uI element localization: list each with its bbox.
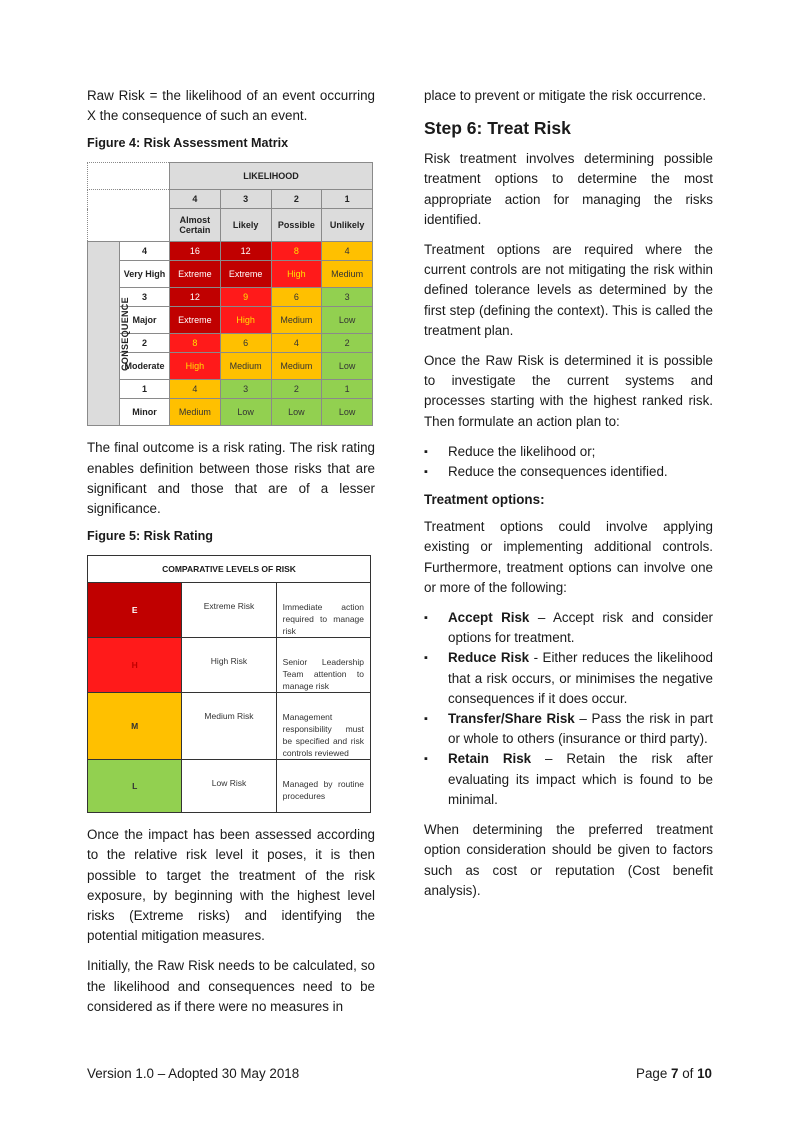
rating-letter: E: [88, 583, 182, 638]
consequence-number: 2: [120, 334, 170, 353]
matrix-rating: Low: [322, 399, 373, 426]
page-mid: of: [678, 1066, 698, 1081]
matrix-rating: Medium: [271, 353, 322, 380]
list-item: ▪ Reduce the consequences identified.: [424, 462, 713, 482]
figure-4-caption: Figure 4: Risk Assessment Matrix: [87, 136, 289, 151]
matrix-score: 2: [271, 380, 322, 399]
rating-description: Immediate action required to manage risk: [276, 583, 370, 638]
matrix-rating: Low: [220, 399, 271, 426]
option-text: – Pass the risk in part or whole to others (insurance or third party).: [448, 711, 713, 747]
matrix-score: 1: [322, 380, 373, 399]
likelihood-label: Unlikely: [322, 209, 373, 242]
footer-version: Version 1.0 – Adopted 30 May 2018: [87, 1066, 300, 1081]
consequence-label: Minor: [120, 399, 170, 426]
likelihood-header: LIKELIHOOD: [170, 163, 373, 190]
matrix-score: 12: [170, 288, 221, 307]
matrix-rating: High: [170, 353, 221, 380]
consequence-label: Major: [120, 307, 170, 334]
page-total: 10: [697, 1066, 712, 1081]
likelihood-number: 4: [170, 190, 221, 209]
matrix-rating: Low: [322, 307, 373, 334]
rating-name: Extreme Risk: [182, 583, 276, 638]
matrix-score: 4: [170, 380, 221, 399]
likelihood-label: Possible: [271, 209, 322, 242]
step-6-heading: Step 6: Treat Risk: [424, 118, 571, 139]
matrix-rating: Extreme: [220, 261, 271, 288]
consequence-number: 1: [120, 380, 170, 399]
treatment-required-paragraph: Treatment options are required where the current controls are not mitigating the risk within defined tolerance levels as determined by the first step (defining the context). This is called the treatment plan.: [424, 242, 713, 338]
matrix-rating: High: [271, 261, 322, 288]
page-prefix: Page: [636, 1066, 672, 1081]
matrix-rating: Medium: [170, 399, 221, 426]
consequence-header: [88, 242, 130, 426]
page-num: 7: [671, 1066, 679, 1081]
rating-description: Management responsibility must be specified and risk controls reviewed: [276, 693, 370, 760]
rating-letter: M: [88, 693, 182, 760]
matrix-score: 6: [271, 288, 322, 307]
matrix-score: 12: [220, 242, 271, 261]
matrix-score: 9: [220, 288, 271, 307]
risk-rating-table: [87, 555, 371, 813]
option-text: – Retain the risk after evaluating its impact which is found to be minimal.: [448, 751, 713, 807]
likelihood-label: Almost Certain: [170, 209, 221, 242]
treatment-option: [424, 608, 713, 648]
initial-raw-risk-paragraph: Initially, the Raw Risk needs to be calculated, so the likelihood and consequences need to be considered as if there were no measures in: [87, 958, 375, 1014]
action-plan-paragraph: Once the Raw Risk is determined it is possible to investigate the current systems and processes starting with the highest ranked risk. Then formulate an action plan to:: [424, 353, 713, 429]
likelihood-number: 1: [322, 190, 373, 209]
list-item: ▪ Reduce the likelihood or;: [424, 442, 713, 462]
treatment-options-subheading: Treatment options:: [424, 492, 545, 508]
treatment-option: [424, 709, 713, 749]
consequence-number: 4: [120, 242, 170, 261]
treatment-options-list: [424, 608, 713, 810]
raw-risk-paragraph: Raw Risk = the likelihood of an event occurring X the consequence of such an event.: [87, 88, 375, 124]
matrix-score: 3: [220, 380, 271, 399]
rating-table-title: COMPARATIVE LEVELS OF RISK: [88, 556, 371, 583]
option-text: - Either reduces the likelihood that a risk occurs, or minimises the negative consequences if it does occur.: [448, 650, 713, 706]
right-column: [424, 86, 713, 911]
impact-paragraph: Once the impact has been assessed according to the relative risk level it poses, it is then possible to target the treatment of the risk exposure, by beginning with the highest level risks (Extreme risks) and identifying the potential mitigation measures.: [87, 827, 375, 944]
consequence-number: 3: [120, 288, 170, 307]
option-term: Transfer/Share Risk: [448, 711, 575, 727]
matrix-score: 16: [170, 242, 221, 261]
risk-assessment-matrix: [87, 162, 373, 426]
treatment-option: [424, 648, 713, 709]
rating-name: Medium Risk: [182, 693, 276, 760]
continued-paragraph: place to prevent or mitigate the risk occurrence.: [424, 88, 707, 103]
matrix-score: 4: [322, 242, 373, 261]
treatment-options-paragraph: Treatment options could involve applying existing or implementing additional controls. Furthermore, treatment options can involve one or more of the following:: [424, 519, 713, 595]
matrix-rating: Extreme: [170, 307, 221, 334]
rating-description: Managed by routine procedures: [276, 760, 370, 813]
matrix-score: 8: [271, 242, 322, 261]
likelihood-number: 3: [220, 190, 271, 209]
matrix-score: 6: [220, 334, 271, 353]
consequence-label: CONSEQUENCE: [119, 297, 130, 371]
matrix-rating: Low: [322, 353, 373, 380]
option-text: – Accept risk and consider options for treatment.: [448, 610, 713, 646]
figure-5-caption: Figure 5: Risk Rating: [87, 529, 213, 544]
risk-rating-paragraph: The final outcome is a risk rating. The risk rating enables definition between those risks that are significant and those that are of a lesser significance.: [87, 440, 375, 517]
preferred-option-paragraph: When determining the preferred treatment option consideration should be given to factors such as cost or reputation (Cost benefit analysis).: [424, 822, 713, 898]
rating-letter: L: [88, 760, 182, 813]
rating-name: High Risk: [182, 638, 276, 693]
consequence-label: Very High: [120, 261, 170, 288]
rating-name: Low Risk: [182, 760, 276, 813]
option-term: Accept Risk: [448, 610, 530, 626]
treatment-option: [424, 749, 713, 810]
rating-description: Senior Leadership Team attention to manage risk: [276, 638, 370, 693]
left-column: [87, 86, 375, 1027]
matrix-blank-cell: [88, 190, 170, 242]
matrix-score: 2: [322, 334, 373, 353]
treatment-intro-paragraph: Risk treatment involves determining possible treatment options to determine the most appropriate action for managing the risks identified.: [424, 151, 713, 227]
matrix-score: 4: [271, 334, 322, 353]
matrix-blank-cell: [88, 163, 170, 190]
likelihood-label: Likely: [220, 209, 271, 242]
consequence-label: Moderate: [120, 353, 170, 380]
option-term: Retain Risk: [448, 751, 532, 767]
footer-page-number: [636, 1066, 712, 1081]
matrix-rating: High: [220, 307, 271, 334]
matrix-rating: Low: [271, 399, 322, 426]
action-plan-list: [424, 442, 713, 482]
rating-letter: H: [88, 638, 182, 693]
matrix-rating: Extreme: [170, 261, 221, 288]
matrix-score: 8: [170, 334, 221, 353]
likelihood-number: 2: [271, 190, 322, 209]
matrix-score: 3: [322, 288, 373, 307]
matrix-rating: Medium: [271, 307, 322, 334]
matrix-rating: Medium: [220, 353, 271, 380]
matrix-rating: Medium: [322, 261, 373, 288]
option-term: Reduce Risk: [448, 650, 530, 666]
